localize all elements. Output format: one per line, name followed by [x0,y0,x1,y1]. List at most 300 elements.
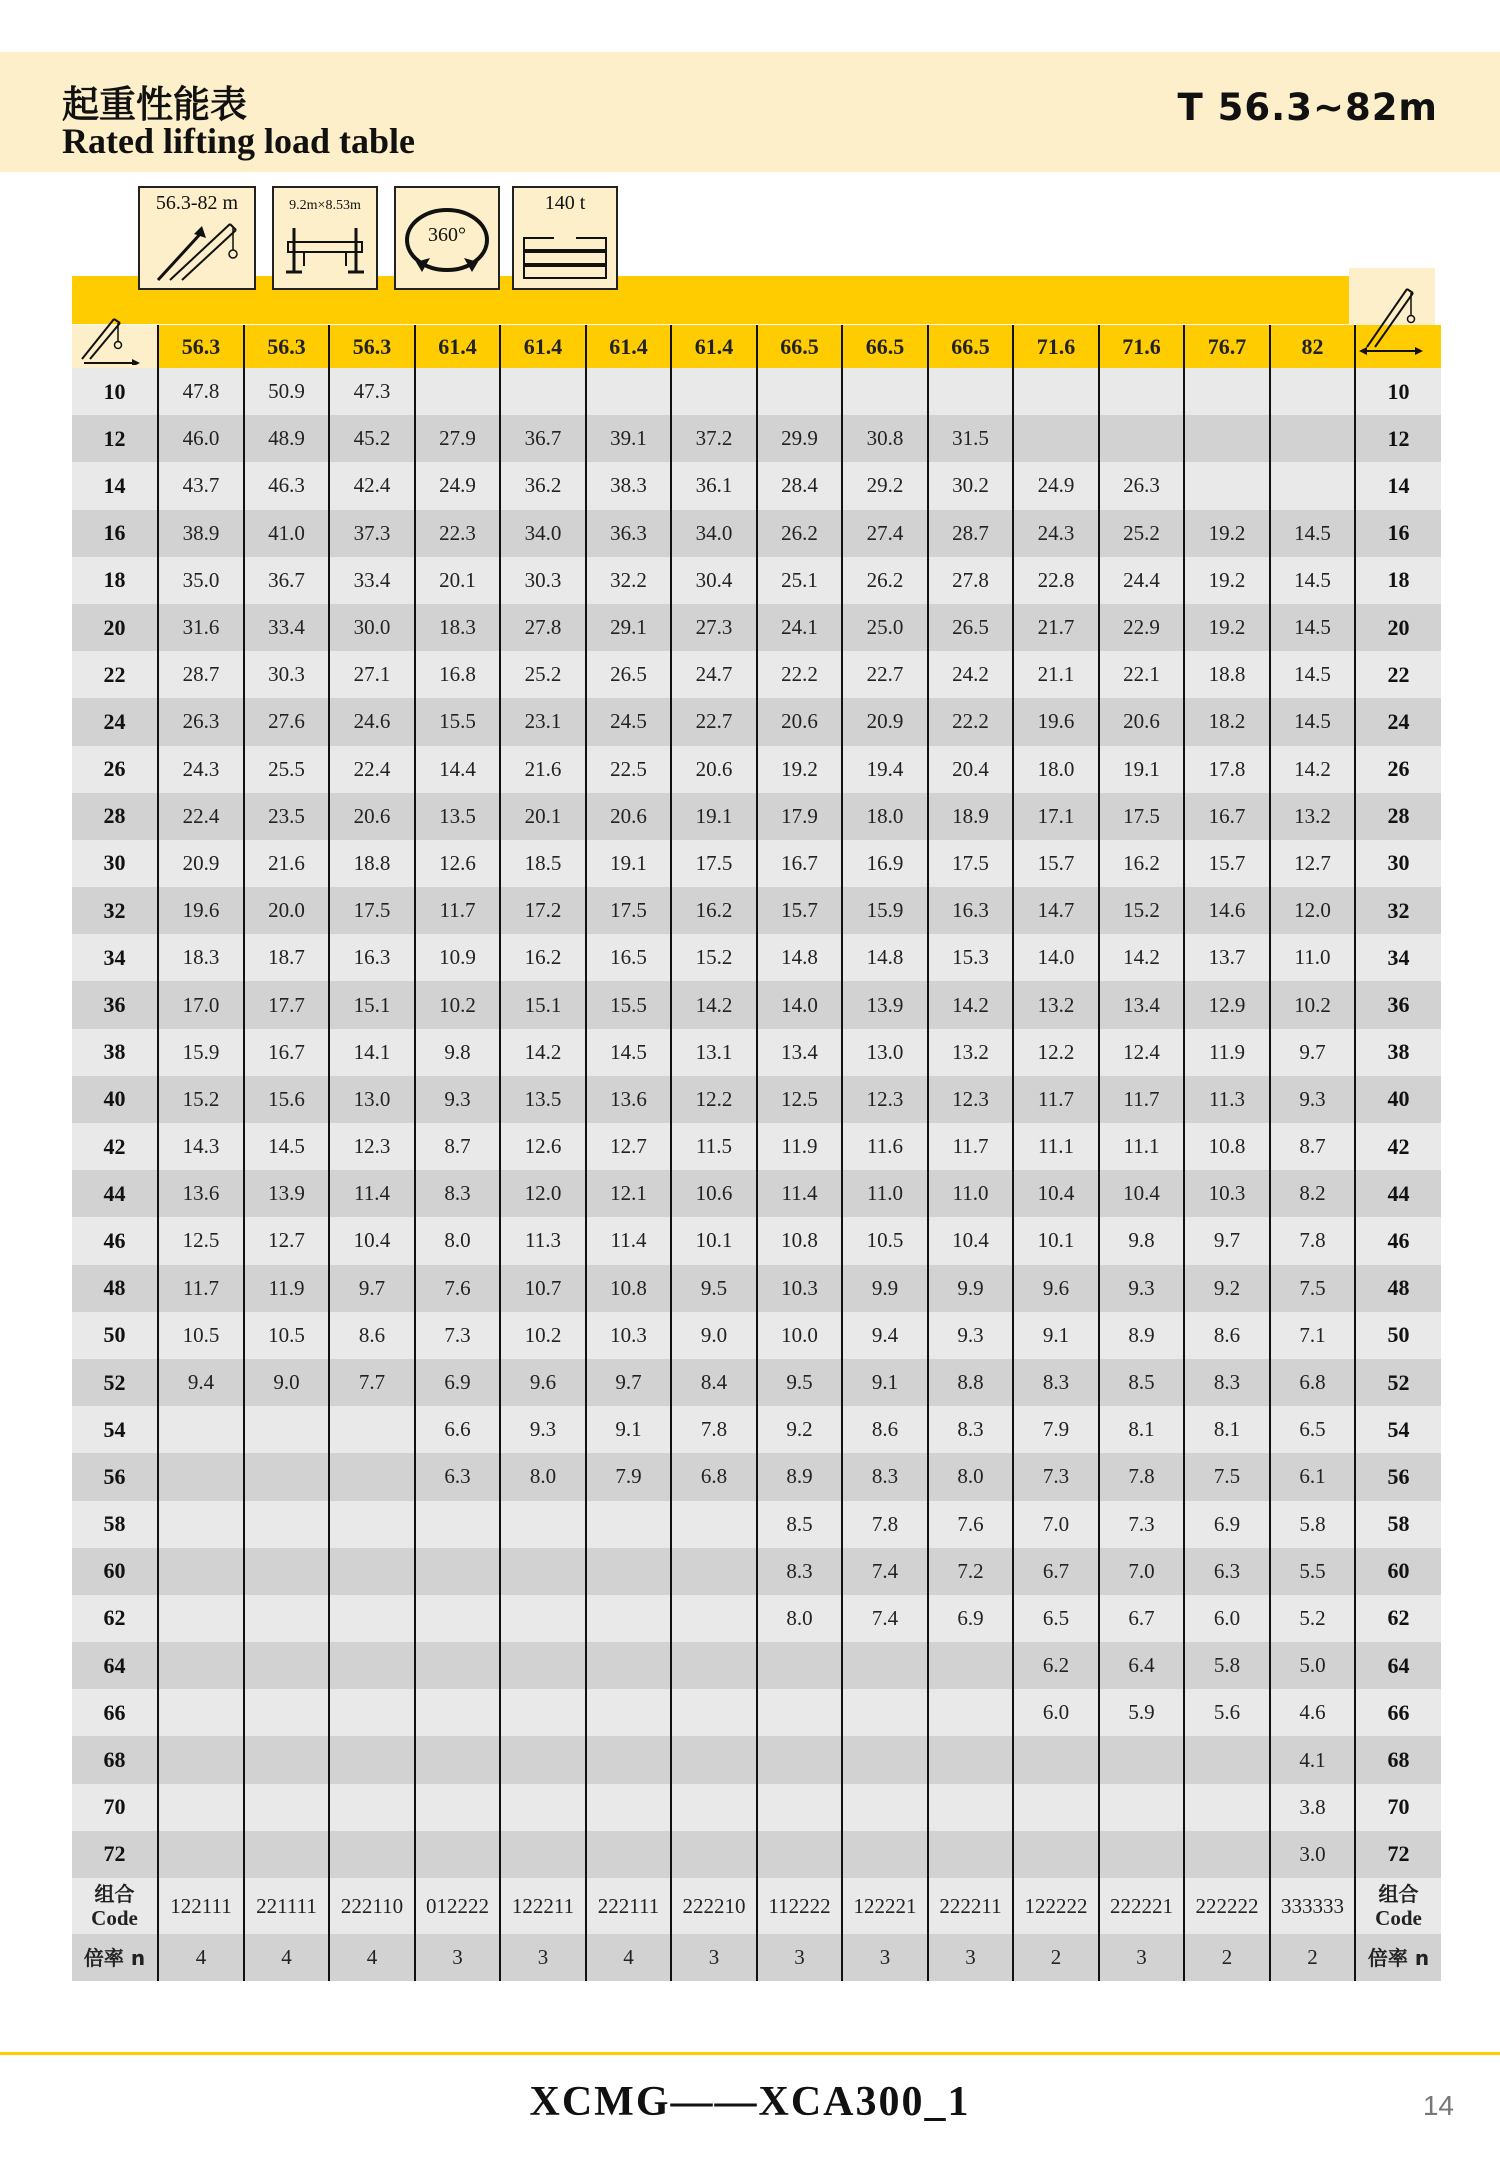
load-cell: 22.2 [928,698,1013,745]
load-cell: 12.1 [586,1170,671,1217]
load-cell [244,1453,329,1500]
load-cell [586,1689,671,1736]
load-cell: 12.7 [244,1217,329,1264]
load-cell: 23.5 [244,793,329,840]
table-row [72,746,1441,793]
radius-label: 54 [72,1406,158,1453]
load-cell [244,1689,329,1736]
load-cell: 20.0 [244,887,329,934]
load-cell: 11.1 [1099,1123,1184,1170]
radius-label: 68 [72,1736,158,1783]
code-cell: 333333 [1270,1878,1355,1934]
table-row [72,1831,1441,1878]
radius-label: 30 [72,840,158,887]
load-cell: 15.3 [928,934,1013,981]
load-cell: 13.9 [244,1170,329,1217]
code-cell: 222211 [928,1878,1013,1934]
load-cell: 13.6 [586,1076,671,1123]
load-cell [500,1548,586,1595]
radius-label: 38 [72,1029,158,1076]
load-cell [671,368,757,415]
load-cell: 14.2 [1099,934,1184,981]
load-cell: 15.6 [244,1076,329,1123]
load-cell: 7.8 [671,1406,757,1453]
load-cell [1184,1736,1270,1783]
radius-label: 12 [72,415,158,462]
code-label-cn: 组合 [94,1881,135,1906]
load-cell: 23.1 [500,698,586,745]
load-cell: 11.9 [757,1123,842,1170]
load-cell [757,1642,842,1689]
boom-length-header: 56.3 [244,325,329,368]
radius-label: 72 [72,1831,158,1878]
load-cell [586,1784,671,1831]
load-cell [671,1689,757,1736]
load-cell: 7.4 [842,1595,928,1642]
load-cell: 8.3 [415,1170,500,1217]
load-cell: 10.4 [928,1217,1013,1264]
load-cell: 9.8 [415,1029,500,1076]
load-cell [500,1784,586,1831]
load-cell: 10.2 [500,1312,586,1359]
table-row [72,1170,1441,1217]
load-cell: 31.5 [928,415,1013,462]
radius-label-right: 52 [1355,1359,1441,1406]
load-cell: 17.2 [500,887,586,934]
load-cell: 46.3 [244,462,329,509]
code-cell: 222111 [586,1878,671,1934]
load-cell: 13.4 [757,1029,842,1076]
load-cell: 6.6 [415,1406,500,1453]
load-cell [329,1784,415,1831]
load-cell: 11.0 [842,1170,928,1217]
load-cell [500,1642,586,1689]
load-cell [1013,368,1099,415]
load-cell: 8.3 [1013,1359,1099,1406]
table-row [72,1736,1441,1783]
load-cell: 15.2 [1099,887,1184,934]
load-cell: 7.9 [1013,1406,1099,1453]
load-cell [415,1548,500,1595]
radius-label: 24 [72,698,158,745]
radius-label: 16 [72,510,158,557]
table-row [72,840,1441,887]
load-cell: 6.7 [1099,1595,1184,1642]
radius-label: 48 [72,1265,158,1312]
load-cell: 30.4 [671,557,757,604]
table-row [72,1453,1441,1500]
load-cell: 19.2 [1184,604,1270,651]
load-cell: 10.3 [1184,1170,1270,1217]
load-cell: 27.6 [244,698,329,745]
load-cell [329,1642,415,1689]
load-cell: 12.6 [500,1123,586,1170]
boom-length-header: 71.6 [1099,325,1184,368]
boom-length-icon: 56.3-82 m [138,186,256,290]
load-cell: 13.0 [329,1076,415,1123]
load-cell: 13.4 [1099,981,1184,1028]
load-cell: 17.5 [1099,793,1184,840]
load-cell [842,1831,928,1878]
load-cell: 18.8 [1184,651,1270,698]
load-cell [586,1595,671,1642]
load-cell: 11.5 [671,1123,757,1170]
load-cell: 12.0 [1270,887,1355,934]
load-table [72,325,1441,1981]
load-cell: 16.9 [842,840,928,887]
load-cell: 12.7 [586,1123,671,1170]
load-cell: 14.0 [1013,934,1099,981]
table-row [72,604,1441,651]
load-cell: 14.5 [1270,510,1355,557]
counterweight-icon: 140 t [512,186,618,290]
radius-label-right: 22 [1355,651,1441,698]
load-cell [329,1831,415,1878]
load-cell: 37.2 [671,415,757,462]
load-cell [586,1501,671,1548]
load-cell: 6.3 [415,1453,500,1500]
load-cell: 6.2 [1013,1642,1099,1689]
load-cell: 16.2 [500,934,586,981]
code-cell: 222221 [1099,1878,1184,1934]
load-cell: 12.0 [500,1170,586,1217]
ratio-cell: 2 [1013,1934,1099,1981]
load-cell: 16.7 [757,840,842,887]
radius-label-right: 44 [1355,1170,1441,1217]
load-cell: 9.7 [586,1359,671,1406]
radius-label: 56 [72,1453,158,1500]
load-cell: 19.6 [1013,698,1099,745]
load-cell: 12.3 [329,1123,415,1170]
load-cell: 11.9 [244,1265,329,1312]
load-cell: 46.0 [158,415,244,462]
load-cell: 24.1 [757,604,842,651]
code-cell: 122211 [500,1878,586,1934]
load-cell [415,1642,500,1689]
load-cell: 24.9 [1013,462,1099,509]
load-cell: 19.2 [757,746,842,793]
load-cell [329,1548,415,1595]
radius-label: 28 [72,793,158,840]
radius-label-right: 40 [1355,1076,1441,1123]
load-cell: 8.0 [500,1453,586,1500]
load-cell [244,1406,329,1453]
load-cell [1184,415,1270,462]
table-row [72,415,1441,462]
radius-label: 42 [72,1123,158,1170]
load-cell: 27.9 [415,415,500,462]
load-cell: 19.2 [1184,510,1270,557]
load-cell: 6.8 [1270,1359,1355,1406]
load-cell: 24.7 [671,651,757,698]
load-cell: 6.5 [1013,1595,1099,1642]
code-label-cn: 组合 [1378,1881,1419,1906]
load-cell: 13.7 [1184,934,1270,981]
load-cell: 22.3 [415,510,500,557]
load-cell: 27.4 [842,510,928,557]
load-cell [928,368,1013,415]
load-cell: 38.3 [586,462,671,509]
load-cell: 14.5 [1270,557,1355,604]
boom-range-label: T 56.3~82m [1177,86,1438,129]
load-cell: 10.4 [329,1217,415,1264]
load-cell: 7.9 [586,1453,671,1500]
load-cell: 26.2 [842,557,928,604]
load-cell: 36.2 [500,462,586,509]
load-cell [671,1831,757,1878]
load-cell [671,1642,757,1689]
load-cell: 10.1 [1013,1217,1099,1264]
load-cell [586,1548,671,1595]
load-cell: 22.1 [1099,651,1184,698]
load-cell: 20.1 [500,793,586,840]
radius-label: 60 [72,1548,158,1595]
load-cell: 9.3 [500,1406,586,1453]
load-cell: 10.3 [586,1312,671,1359]
load-cell: 30.3 [500,557,586,604]
radius-label: 44 [72,1170,158,1217]
load-cell: 20.1 [415,557,500,604]
load-cell [415,1831,500,1878]
load-cell: 7.6 [928,1501,1013,1548]
load-cell: 19.4 [842,746,928,793]
load-cell [671,1548,757,1595]
radius-label-right: 10 [1355,368,1441,415]
load-cell: 13.1 [671,1029,757,1076]
load-cell: 7.8 [1270,1217,1355,1264]
load-cell: 21.6 [244,840,329,887]
load-cell [1099,368,1184,415]
load-cell: 5.8 [1184,1642,1270,1689]
load-cell: 36.1 [671,462,757,509]
radius-label: 64 [72,1642,158,1689]
code-label-en: Code [1375,1905,1422,1930]
load-cell: 27.3 [671,604,757,651]
code-cell: 122221 [842,1878,928,1934]
load-cell: 29.9 [757,415,842,462]
radius-label-right: 30 [1355,840,1441,887]
load-cell: 8.3 [928,1406,1013,1453]
load-cell: 8.7 [415,1123,500,1170]
radius-label-right: 42 [1355,1123,1441,1170]
load-cell: 14.6 [1184,887,1270,934]
load-cell: 9.5 [671,1265,757,1312]
load-cell [586,1642,671,1689]
load-cell: 22.9 [1099,604,1184,651]
radius-label: 40 [72,1076,158,1123]
table-row [72,557,1441,604]
load-cell: 5.5 [1270,1548,1355,1595]
load-cell: 24.9 [415,462,500,509]
ratio-cell: 4 [244,1934,329,1981]
code-cell: 012222 [415,1878,500,1934]
radius-label: 18 [72,557,158,604]
table-row [72,887,1441,934]
load-cell [586,1831,671,1878]
load-cell: 10.4 [1099,1170,1184,1217]
boom-length-header: 61.4 [586,325,671,368]
load-cell [842,1642,928,1689]
load-cell: 26.3 [158,698,244,745]
table-row [72,1217,1441,1264]
load-cell: 17.1 [1013,793,1099,840]
load-cell: 31.6 [158,604,244,651]
load-cell: 25.1 [757,557,842,604]
load-cell: 18.3 [415,604,500,651]
load-cell: 34.0 [500,510,586,557]
load-cell [158,1689,244,1736]
code-label-en: Code [91,1905,138,1930]
table-row [72,510,1441,557]
boom-length-header: 66.5 [842,325,928,368]
load-cell: 9.3 [415,1076,500,1123]
load-cell [500,1689,586,1736]
load-cell: 26.5 [586,651,671,698]
load-cell: 17.0 [158,981,244,1028]
radius-label: 70 [72,1784,158,1831]
load-cell: 10.5 [842,1217,928,1264]
load-cell: 14.1 [329,1029,415,1076]
load-cell: 29.1 [586,604,671,651]
load-cell: 18.0 [1013,746,1099,793]
load-cell [158,1501,244,1548]
load-cell: 11.3 [1184,1076,1270,1123]
radius-icon-left [72,325,158,368]
radius-label-right: 54 [1355,1406,1441,1453]
boom-length-header: 61.4 [500,325,586,368]
radius-label-right: 66 [1355,1689,1441,1736]
load-cell [1270,462,1355,509]
load-cell: 16.5 [586,934,671,981]
load-cell [329,1689,415,1736]
load-cell [244,1784,329,1831]
load-cell [329,1453,415,1500]
radius-label: 36 [72,981,158,1028]
ratio-cell: 3 [500,1934,586,1981]
load-cell: 9.6 [1013,1265,1099,1312]
load-cell: 9.9 [928,1265,1013,1312]
load-cell: 7.2 [928,1548,1013,1595]
table-row [72,1406,1441,1453]
table-row [72,1501,1441,1548]
load-cell [158,1784,244,1831]
load-cell: 26.3 [1099,462,1184,509]
load-cell [1099,415,1184,462]
load-cell: 16.2 [1099,840,1184,887]
table-row [72,1548,1441,1595]
radius-label-right: 28 [1355,793,1441,840]
load-cell [1184,1784,1270,1831]
radius-label-right: 24 [1355,698,1441,745]
load-cell: 17.5 [329,887,415,934]
load-cell: 7.7 [329,1359,415,1406]
load-cell: 9.3 [1270,1076,1355,1123]
table-row [72,1642,1441,1689]
load-cell: 43.7 [158,462,244,509]
load-cell [415,1595,500,1642]
load-cell: 15.1 [329,981,415,1028]
load-cell: 35.0 [158,557,244,604]
load-cell: 17.5 [671,840,757,887]
radius-icon-right [1355,325,1441,368]
load-cell: 11.1 [1013,1123,1099,1170]
radius-label: 58 [72,1501,158,1548]
table-row [72,1076,1441,1123]
load-cell: 7.0 [1099,1548,1184,1595]
load-cell: 9.1 [1013,1312,1099,1359]
load-cell: 6.0 [1013,1689,1099,1736]
table-header-band [72,276,1349,324]
load-cell: 19.2 [1184,557,1270,604]
load-cell: 29.2 [842,462,928,509]
load-cell: 18.7 [244,934,329,981]
radius-label-right: 38 [1355,1029,1441,1076]
ratio-cell: 3 [671,1934,757,1981]
load-cell: 20.6 [329,793,415,840]
table-row [72,934,1441,981]
load-cell: 8.5 [757,1501,842,1548]
ratio-cell: 4 [158,1934,244,1981]
title-cn: 起重性能表 [62,83,247,126]
load-cell: 6.7 [1013,1548,1099,1595]
load-cell: 10.8 [1184,1123,1270,1170]
load-cell [1184,368,1270,415]
load-cell: 25.5 [244,746,329,793]
load-cell [757,1736,842,1783]
load-cell: 18.9 [928,793,1013,840]
load-cell [244,1501,329,1548]
load-cell: 11.4 [586,1217,671,1264]
load-cell: 11.0 [928,1170,1013,1217]
load-cell: 10.2 [415,981,500,1028]
load-cell [1184,462,1270,509]
load-cell: 28.4 [757,462,842,509]
ratio-cell: 3 [1099,1934,1184,1981]
load-cell: 10.1 [671,1217,757,1264]
load-cell: 17.5 [928,840,1013,887]
load-cell: 11.7 [415,887,500,934]
load-cell: 24.3 [1013,510,1099,557]
ratio-cell: 3 [415,1934,500,1981]
load-cell: 7.8 [842,1501,928,1548]
load-cell: 11.7 [928,1123,1013,1170]
code-cell: 112222 [757,1878,842,1934]
load-cell: 11.7 [158,1265,244,1312]
load-cell: 27.1 [329,651,415,698]
load-cell [500,1831,586,1878]
load-cell: 12.6 [415,840,500,887]
radius-label: 14 [72,462,158,509]
radius-label-right: 72 [1355,1831,1441,1878]
load-cell: 25.0 [842,604,928,651]
load-cell: 32.2 [586,557,671,604]
load-cell [1099,1784,1184,1831]
ratio-cell: 3 [757,1934,842,1981]
load-cell: 24.3 [158,746,244,793]
load-cell: 30.2 [928,462,1013,509]
load-cell: 12.2 [1013,1029,1099,1076]
radius-label-right: 46 [1355,1217,1441,1264]
load-cell [757,368,842,415]
load-cell: 10.9 [415,934,500,981]
boom-length-header: 61.4 [671,325,757,368]
load-cell: 33.4 [244,604,329,651]
load-cell: 14.5 [1270,698,1355,745]
radius-label-right: 26 [1355,746,1441,793]
load-cell: 5.6 [1184,1689,1270,1736]
load-cell [928,1784,1013,1831]
radius-label: 46 [72,1217,158,1264]
